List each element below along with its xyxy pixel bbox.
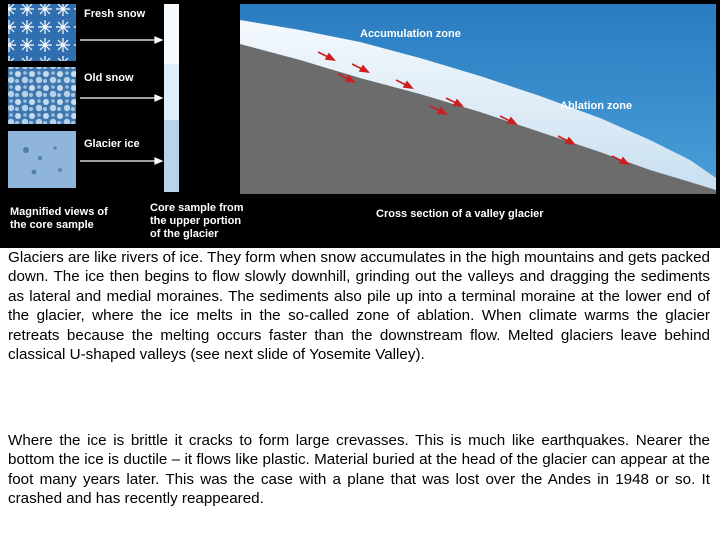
core-sample-label: Core sample from the upper portion of the glacier bbox=[150, 202, 244, 240]
old-snow-label: Old snow bbox=[84, 72, 134, 84]
fresh-snow-label: Fresh snow bbox=[84, 8, 146, 20]
old-snow-image bbox=[8, 67, 76, 124]
ablation-zone-label: Ablation zone bbox=[560, 100, 633, 112]
glacier-ice-label: Glacier ice bbox=[84, 138, 140, 150]
glacier-ice-image bbox=[8, 131, 76, 188]
paragraph-2: Where the ice is brittle it cracks to form large crevasses. This is much like earthquakes. Nearer the bottom the ice is ductile – it flows like plastic. Material buried at the head of the glacier can appear at the foot many years later. This was the case with a plane that was lost over the Andes in 1948 or so. It crashed and has recently reappeared. bbox=[8, 432, 710, 508]
fresh-snow-image bbox=[8, 4, 76, 61]
accumulation-zone-label: Accumulation zone bbox=[360, 28, 461, 40]
cross-section-label: Cross section of a valley glacier bbox=[376, 208, 544, 220]
paragraph-1: Glaciers are like rivers of ice. They form when snow accumulates in the high mountains and gets packed down. The ice then begins to flow slowly downhill, grinding out the valleys and dragging the sediments as lateral and medial moraines. The sediments also pile up into a terminal moraine at the lower end of the glacier, where the ice melts in the so-called zone of ablation. When climate warms the glacier retreats because the melting occurs faster than the downstream flow. Melted glaciers leave behind classical U-shaped valleys (see next slide of Yosemite Valley). bbox=[8, 249, 710, 364]
magnified-views-label: Magnified views of the core sample bbox=[10, 206, 108, 231]
glacier-figure bbox=[0, 0, 720, 248]
